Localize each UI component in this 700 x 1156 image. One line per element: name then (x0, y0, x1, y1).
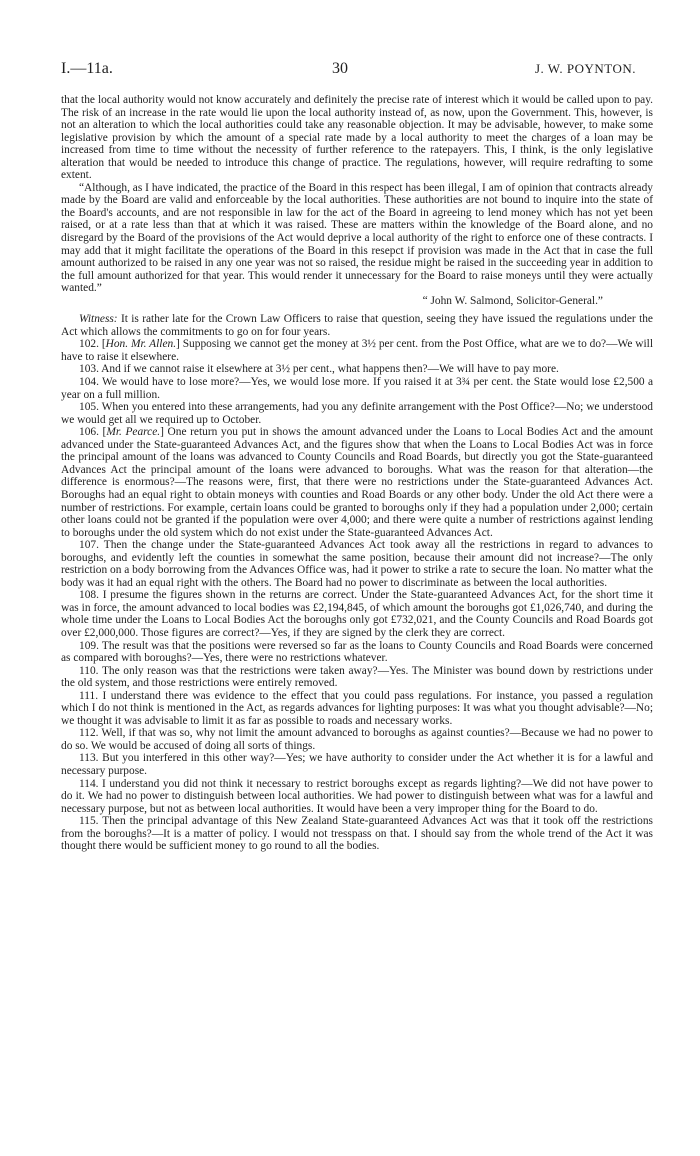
question-text: When you entered into these arrangements, had you any definite arrangement with the Post Office?—No; we understood we would get all we required up to October. (61, 401, 654, 426)
question-114 (61, 778, 653, 816)
question-text: I presume the figures shown in the returns are correct. Under the State-guaranteed Advances Act, for the short time it was in force, the amount advanced to local bodies was £2,194,845, of which amount the boroughs got £1,026,740, and during the whole time under the Loans to Local Bodies Act the boroughs only got £732,021, and the County Councils and Road Boards got over £2,000,000. Those figures are correct?—Yes, if they are signed by the clerk they are correct. (61, 589, 654, 639)
question-text: But you interfered in this other way?—Yes; we have authority to consider under the Act whether it is for a lawful and necessary purpose. (61, 752, 654, 777)
witness-label: Witness: (79, 313, 118, 326)
question-text: ] Supposing we cannot get the money at 3½ per cent. from the Post Office, what are we to do?—We will have to raise it elsewhere. (61, 338, 653, 363)
question-number: 109. (79, 639, 102, 652)
question-number: 102. (79, 338, 102, 351)
question-110 (61, 665, 653, 690)
witness-paragraph (61, 313, 653, 338)
question-112 (61, 727, 653, 752)
question-number: 108. (79, 589, 103, 602)
question-number: 112. (79, 727, 102, 740)
question-number: 103. (79, 363, 102, 376)
question-text: We would have to lose more?—Yes, we would lose more. If you raised it at 3¾ per cent. the State would lose £2,500 a year on a full million. (61, 376, 653, 401)
page-body (61, 94, 653, 853)
question-text: And if we cannot raise it elsewhere at 3½ per cent., what happens then?—We will have to pay more. (101, 363, 559, 376)
speaker-name: Mr. Pearce. (106, 426, 161, 439)
question-number: 105. (79, 401, 102, 414)
document-reference: I.—11a. (61, 60, 113, 77)
question-text: ] One return you put in shows the amount advanced under the Loans to Local Bodies Act and the amount advanced under the State-guaranteed Advances Act, and the figures show that when the Loans to Local Bodies Act was in force the principal amount of the loans was advanced to County Councils and Road Boards, but directly you got the State-guaranteed Advances Act the principal amount of the loans were advanced to boroughs. What was the reason for that alteration—the difference is enormous?—The reasons were, first, that there were no restrictions under the State-guaranteed Advances Act. Boroughs had an equal right to obtain moneys with counties and Road Boards or any other body. Under the old Act there were a number of restrictions. For example, certain loans could be granted to boroughs only if they had a population under 2,000; certain other loans could not be granted if the population were over 4,000; and there were quite a number of restrictions against lending to boroughs under the old system which do not exist under the State-guaranteed Advances Act. (61, 426, 654, 539)
speaker-name: Hon. Mr. Allen. (105, 338, 177, 351)
question-113 (61, 752, 653, 777)
question-number: 107. (79, 539, 104, 552)
paragraph: “Although, as I have indicated, the practice of the Board in this respect has been illegal, I am of opinion that contracts already made by the Board are valid and enforceable by the local authorities. These authorities are not bound to inquire into the state of the Board's accounts, and are not responsible in law for the act of the Board in agreeing to lend money which has not yet been raised, or at a rate less than that at which it was raised. These are matters within the knowledge of the Board alone, and no disregard by the Board of the provisions of the Act would deprive a local authority of the right to enforce one of these contracts. I may add that it might facilitate the operations of the Board in this resepct if provision was made in the Act that in case the full amount authorized to be raised in any one year was not so raised, the residue might be raised in the succeeding year in addition to the full amount authorized for that year. This would render it unnecessary for the Board to raise moneys until they were actually wanted.” (61, 181, 653, 295)
question-number: 104. (79, 376, 103, 389)
question-number: 113. (79, 752, 103, 765)
question-text: Then the change under the State-guaranteed Advances Act took away all the restrictions in regard to advances to boroughs, and evidently left the counties in somewhat the same position, because their amount did not increase?—The only restriction on a body borrowing from the Advances Office was, had it power to strike a rate to secure the loan. No matter what the body was it had an equal right with the others. The Board had no power to discriminate as between the local authorities. (61, 539, 653, 589)
question-text: I understand there was evidence to the effect that you could pass regulations. For instance, you passed a regulation which I do not think is mentioned in the Act, as regards advances for lighting purposes: It was what you thought advisable?—No; we thought it was advisable to limit it as far as possible to roads and necessary works. (61, 689, 654, 727)
question-text: The result was that the positions were reversed so far as the loans to County Councils and Road Boards were concerned as compared with boroughs?—Yes, there were no restrictions whatever. (61, 639, 654, 665)
question-104 (61, 376, 653, 401)
question-text: Well, if that was so, why not limit the amount advanced to boroughs as against counties?—Because we had no power to do so. We would be accused of doing all sorts of things. (61, 727, 653, 752)
question-text: I understand you did not think it necessary to restrict boroughs except as regards lighting?—We did not have power to do it. We had no power to distinguish between local authorities. We had power to distinguish between what was for a lawful and necessary purpose, but not as between local authorities. It would have been a very improper thing for the Board to do. (61, 777, 653, 815)
question-number: 115. (79, 815, 103, 828)
question-109 (61, 640, 653, 665)
paragraph: that the local authority would not know accurately and definitely the precise rate of interest which it would be called upon to pay. The risk of an increase in the rate would lie upon the local authority instead of, as now, upon the Government. This, however, is not an alteration to which the local authorities could take any reasonable objection. It may be advisable, however, to make some legislative provision by which the amount of a special rate made by a local authority to meet the charges of a loan may be increased from time to time without the necessity of further reference to the ratepayers. This, I think, is the only legislative alteration that would be needed to introduce this change of practice. The regulations, however, will require redrafting to some extent. (61, 94, 653, 182)
question-number: 111. (79, 689, 103, 702)
witness-text: It is rather late for the Crown Law Officers to raise that question, seeing they have issued the regulations under the Act which allows the commitments to go on for four years. (61, 313, 653, 338)
question-number: 106. (79, 426, 103, 439)
question-number: 110. (79, 664, 102, 677)
question-106: 106. [Mr. Pearce.] One return you put in shows the amount advanced under the Loans to Local Bodies Act and the amount advanced under the State-guaranteed Advances Act, and the figures show that when the Loans to Local Bodies Act was in force the principal amount of the loans was advanced to County Councils and Road Boards, but directly you got the State-guaranteed Advances Act the principal amount of the loans were advanced to boroughs. What was the reason for that alteration—the difference is enormous?—The reasons were, first, that there were no restrictions under the State-guaranteed Advances Act. Boroughs had an equal right to obtain moneys with counties and Road Boards or any other body. Under the old Act there were a number of restrictions. For example, certain loans could be granted to boroughs only if they had a population under 2,000; certain other loans could not be granted if the population were over 4,000; and there were quite a number of restrictions against lending to boroughs under the old system which do not exist under the State-guaranteed Advances Act. (61, 426, 654, 539)
question-111 (61, 690, 653, 728)
question-number: 114. (79, 777, 103, 790)
question-115 (61, 815, 653, 853)
question-text: The only reason was that the restrictions were taken away?—Yes. The Minister was bound down by restrictions under the old system, and those restrictions were entirely removed. (61, 664, 653, 690)
question-103 (61, 363, 653, 376)
question-108 (61, 589, 653, 639)
page-header (0, 60, 700, 82)
question-107 (61, 539, 653, 589)
question-text: Then the principal advantage of this New Zealand State-guaranteed Advances Act was that it took off the restrictions from the boroughs?—It is a matter of policy. I would not tresspass on that. I should say from the whole trend of the Act it was thought there would be sufficient money to go round to all the bodies. (61, 815, 653, 853)
question-105 (61, 401, 653, 426)
page-number: 30 (332, 60, 348, 77)
signature-line: “ John W. Salmond, Solicitor-General.” (422, 294, 603, 307)
question-102: 102. [Hon. Mr. Allen.] Supposing we cannot get the money at 3½ per cent. from the Post Office, what are we to do?—We will have to raise it elsewhere. (61, 338, 653, 363)
witness-name-header: J. W. POYNTON. (534, 61, 636, 76)
